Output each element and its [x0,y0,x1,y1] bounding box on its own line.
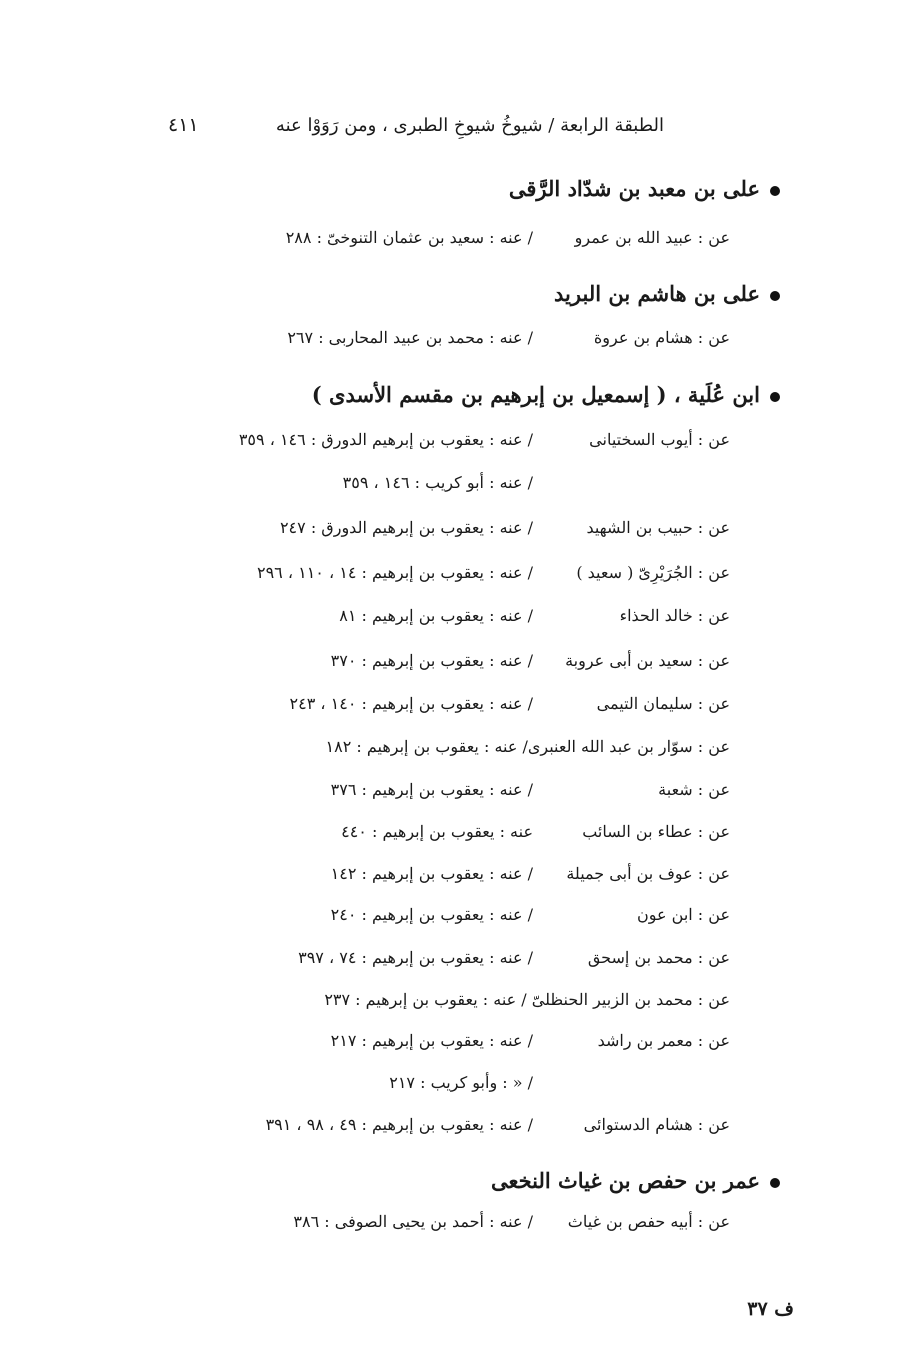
narration-row: عن : عبيد الله بن عمرو / عنه : سعيد بن عثمان التنوخىّ : ٢٨٨ [285,228,730,247]
running-header [168,108,664,142]
bullet-icon [770,1178,780,1188]
page-number: ٤١١ [168,114,199,136]
narration-row: عن : سليمان التيمى / عنه : يعقوب بن إبرهيم : ١٤٠ ، ٢٤٣ [289,694,730,713]
narration-row: عن : عطاء بن السائب عنه : يعقوب بن إبرهيم : ٤٤٠ [341,822,730,841]
narration-row: عن : هشام بن عروة / عنه : محمد بن عبيد المحاربى : ٢٦٧ [287,328,730,347]
entry-title: على بن هاشم بن البريد [554,281,780,306]
narration-row: عن : خالد الحذاء / عنه : يعقوب بن إبرهيم : ٨١ [339,606,730,625]
narration-row: عن : شعبة / عنه : يعقوب بن إبرهيم : ٣٧٦ [330,780,730,799]
narration-row: عن : محمد بن الزبير الحنظلىّ / عنه : يعقوب بن إبرهيم : ٢٣٧ [324,990,730,1009]
bullet-icon [770,186,780,196]
bullet-icon [770,392,780,402]
narration-row: عن : أيوب السختيانى / عنه : يعقوب بن إبرهيم الدورق : ١٤٦ ، ٣٥٩ [238,430,730,449]
narration-row: عن : حبيب بن الشهيد / عنه : يعقوب بن إبرهيم الدورق : ٢٤٧ [279,518,730,537]
narration-row: عن : معمر بن راشد / عنه : يعقوب بن إبرهيم : ٢١٧ [330,1031,730,1050]
entry-title: ابن عُلَية ، ( إسمعيل بن إبرهيم بن مقسم الأسدى ) [312,382,780,407]
narration-row: عن : هشام الدستوائى / عنه : يعقوب بن إبرهيم : ٤٩ ، ٩٨ ، ٣٩١ [265,1115,730,1134]
narration-row: عن : أبيه حفص بن غياث / عنه : أحمد بن يحيى الصوفى : ٣٨٦ [293,1212,730,1231]
narration-row: عن : الجُرَيْرِىّ ( سعيد ) / عنه : يعقوب بن إبرهيم : ١٤ ، ١١٠ ، ٢٩٦ [256,563,730,582]
narration-row: عن : ابن عون / عنه : يعقوب بن إبرهيم : ٢٤٠ [330,905,730,924]
narration-row: عن : سعيد بن أبى عروبة / عنه : يعقوب بن إبرهيم : ٣٧٠ [330,651,730,670]
narration-row: / عنه : أبو كريب : ١٤٦ ، ٣٥٩ [342,473,533,492]
narration-row: عن : عوف بن أبى جميلة / عنه : يعقوب بن إبرهيم : ١٤٢ [330,864,730,883]
narration-row: / « : وأبو كريب : ٢١٧ [389,1073,533,1092]
bullet-icon [770,291,780,301]
entry-title: على بن معبد بن شدّاد الرَّقى [509,176,780,201]
narration-row: عن : سوّار بن عبد الله العنبرى/ عنه : يعقوب بن إبرهيم : ١٨٢ [325,737,730,756]
running-title: الطبقة الرابعة / شيوخُ شيوخِ الطبرى ، ومن رَوَوْا عنه [275,114,664,136]
narration-row: عن : محمد بن إسحق / عنه : يعقوب بن إبرهيم : ٧٤ ، ٣٩٧ [298,948,730,967]
signature-mark: ف ٣٧ [747,1298,794,1320]
entry-title: عمر بن حفص بن غياث النخعى [491,1168,780,1193]
